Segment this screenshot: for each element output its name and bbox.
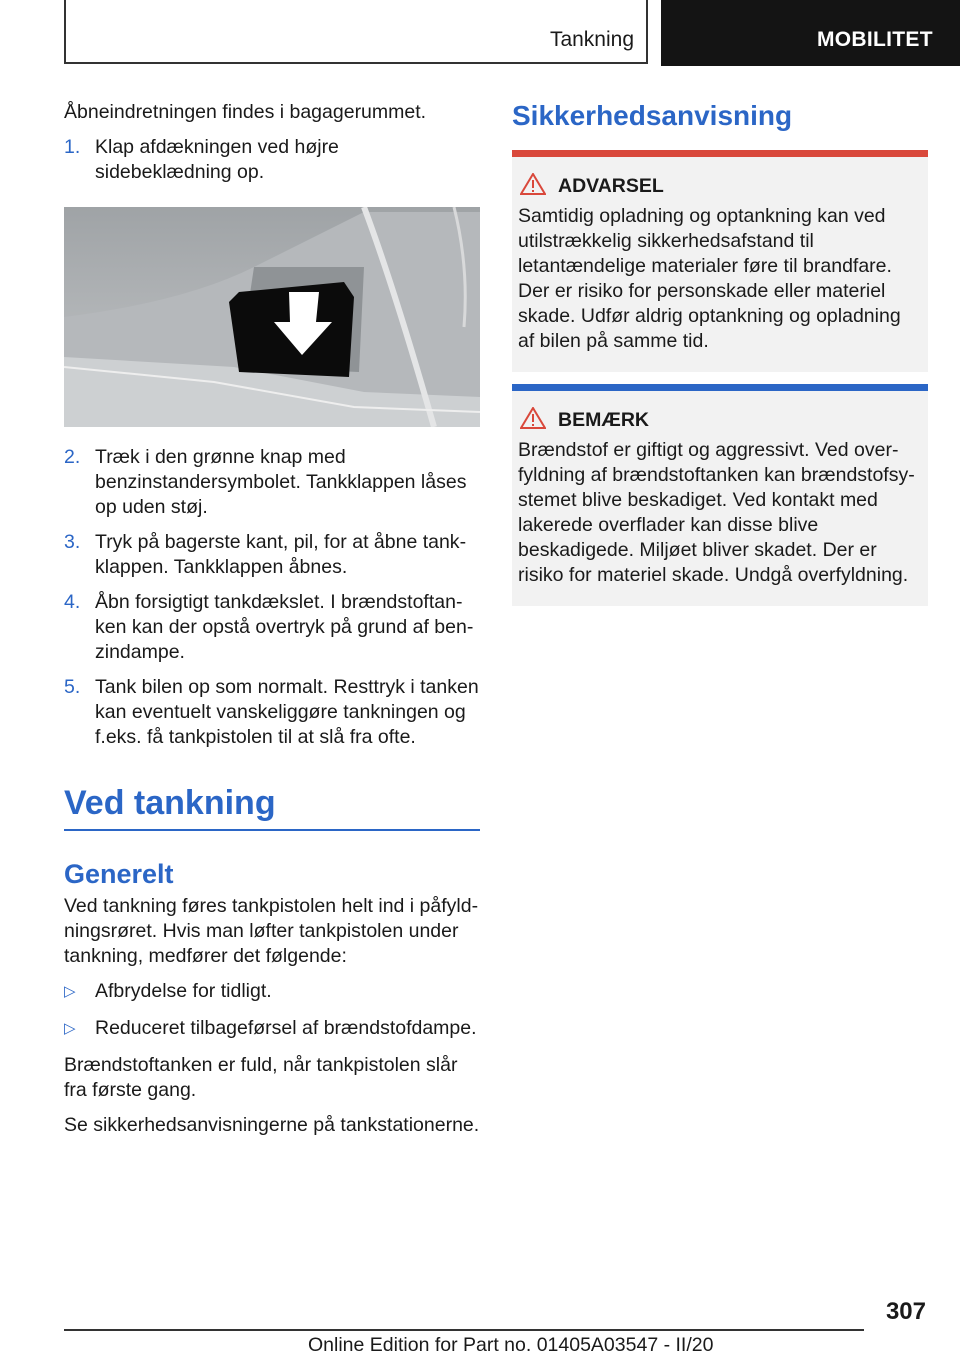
step-item	[64, 590, 480, 665]
step-item	[64, 445, 480, 520]
step-number: 4.	[64, 591, 81, 613]
step-text: Tank bilen op som normalt. Resttryk i tanken kan eventuelt vanskeliggøre tankningen og f.eks. få tankpistolen til at slå fra ofte.	[95, 676, 479, 748]
step-text: Åbn forsigtigt tankdækslet. I brændstoftanken kan der opstå overtryk på grund af benzindampe.	[95, 591, 474, 663]
step-item	[64, 135, 480, 185]
step-item	[64, 530, 480, 580]
warning-text: Samtidig opladning og optankning kan ved utilstrækkelig sikkerhedsafstand til letantændelige materialer føre til brandfare. Der er risiko for personskade eller materiel skade. Udfør aldrig optankning og opladning af bilen på samme tid.	[518, 205, 901, 352]
running-header	[64, 0, 648, 64]
triangle-bullet-icon: ▷	[64, 1020, 76, 1037]
trunk-flap-illustration	[64, 207, 480, 427]
bullet-text: Reduceret tilbageførsel af brændstofdampe.	[95, 1017, 477, 1039]
bullet-text: Afbrydelse for tidligt.	[95, 980, 272, 1002]
right-column	[512, 100, 928, 618]
bullet-item	[64, 1016, 480, 1041]
footer-divider	[64, 1329, 864, 1331]
warning-triangle-icon	[520, 173, 546, 201]
warning-title	[558, 175, 922, 198]
step-text: Tryk på bagerste kant, pil, for at åbne tankklappen. Tankklappen åbnes.	[95, 531, 467, 578]
steps-list-a	[64, 135, 480, 185]
intro-text: Åbneindretningen findes i bagagerummet.	[64, 101, 427, 123]
subsection-heading: Generelt	[64, 859, 174, 889]
bullet-list	[64, 979, 480, 1041]
chapter-title: Tankning	[549, 28, 634, 51]
bullet-item	[64, 979, 480, 1004]
general-text: Ved tankning føres tankpistolen helt ind i påfyldningsrøret. Hvis man løfter tankpistolen under tankning, medfører det følgende:	[64, 895, 479, 967]
note-label: BEMÆRK	[558, 409, 649, 431]
full-tank-text: Brændstoftanken er fuld, når tankpistolen slår fra første gang.	[64, 1054, 458, 1101]
step-number: 2.	[64, 446, 81, 468]
step-text: Klap afdækningen ved højre sidebeklædning op.	[95, 136, 339, 183]
section-label: MOBILITET	[817, 28, 933, 51]
station-advice-text: Se sikkerhedsanvisningerne på tankstationerne.	[64, 1114, 480, 1136]
note-box	[512, 384, 928, 606]
section-tab	[661, 0, 960, 66]
left-column	[64, 100, 480, 1138]
page-number: 307	[885, 1298, 926, 1325]
warning-triangle-icon	[520, 407, 546, 435]
triangle-bullet-icon: ▷	[64, 983, 76, 1000]
step-number: 5.	[64, 676, 81, 698]
edition-footer: Online Edition for Part no. 01405A03547 - II/20	[308, 1334, 714, 1356]
warning-label: ADVARSEL	[558, 175, 664, 197]
steps-list-b	[64, 445, 480, 750]
safety-heading: Sikkerhedsanvisning	[512, 100, 793, 131]
warning-box	[512, 150, 928, 372]
note-title	[558, 409, 922, 432]
step-number: 1.	[64, 136, 81, 158]
note-text: Brændstof er giftigt og aggressivt. Ved overfyldning af brændstoftanken kan brændstofsystemet blive beskadiget. Ved kontakt med lakerede overflader kan disse blive beskadigede. Miljøet bliver skadet. Der er risiko for materiel skade. Undgå overfyldning.	[518, 439, 915, 586]
step-text: Træk i den grønne knap med benzinstandersymbolet. Tankklappen låses op uden støj.	[95, 446, 467, 518]
step-number: 3.	[64, 531, 81, 553]
step-item	[64, 675, 480, 750]
section-heading: Ved tankning	[64, 784, 480, 831]
